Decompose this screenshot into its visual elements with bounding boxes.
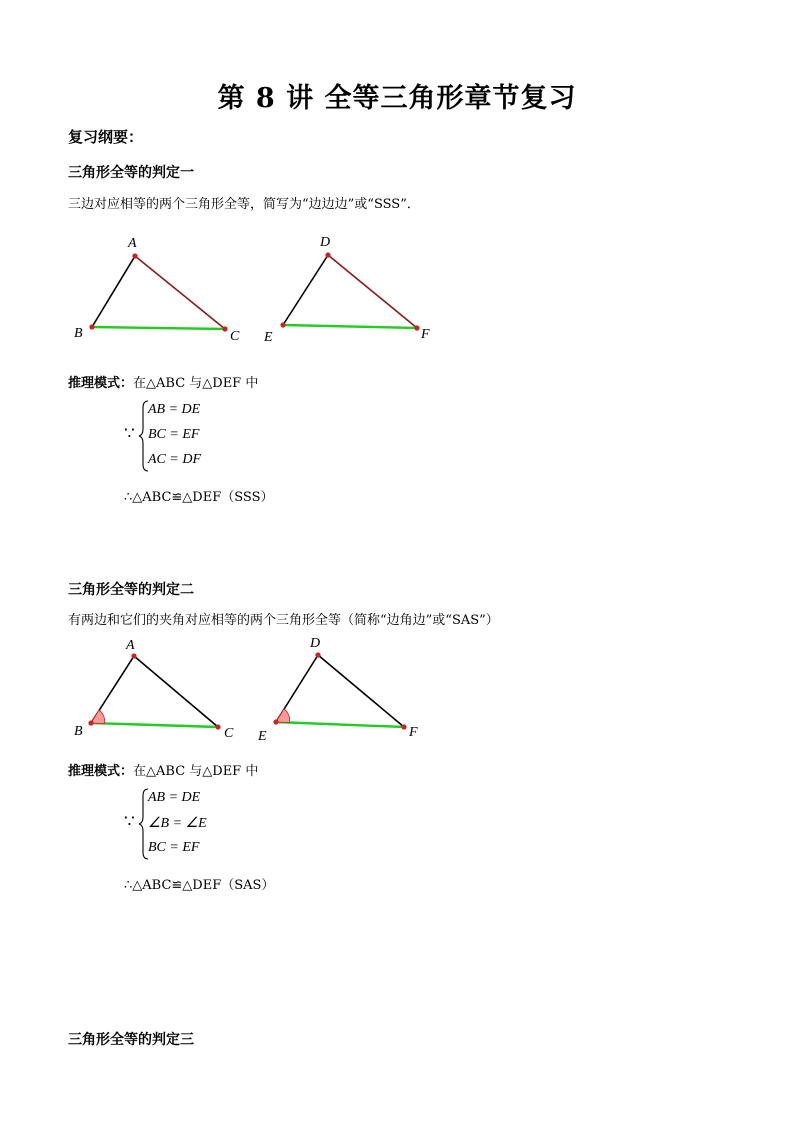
section-2-description: 有两边和它们的夹角对应相等的两个三角形全等（简称“边角边”或“SAS”） [68,613,499,628]
side-ef [276,722,404,727]
label-b: B [74,326,83,341]
condition-1: AB = DE [148,790,201,805]
pattern-label: 推理模式： [68,376,134,391]
label-b: B [74,724,83,739]
point-c [215,724,220,729]
section-1-pattern [68,372,258,391]
point-a [132,253,137,258]
label-d: D [320,235,331,250]
side-bc [92,327,225,329]
sss-figure [60,228,460,348]
section-2-heading: 三角形全等的判定二 [68,582,194,598]
label-e: E [264,330,273,345]
label-a: A [128,236,137,251]
condition-2: ∠B = ∠E [148,816,207,831]
side-ac [135,256,225,329]
label-f: F [421,327,430,342]
label-a: A [126,638,135,653]
point-e [273,719,278,724]
point-b [89,324,94,329]
side-ab [92,256,135,327]
condition-3: BC = EF [148,840,200,855]
section-3-heading: 三角形全等的判定三 [68,1032,194,1048]
page-title: 第 8 讲 全等三角形章节复习 [217,83,577,114]
condition-1: AB = DE [148,402,201,417]
sas-figure [60,630,460,748]
side-ef [283,325,417,328]
pattern-text: 在△ABC 与△DEF 中 [133,376,259,391]
section-1-conclusion: ∴△ABC≌△DEF（SSS） [124,490,274,505]
point-d [315,652,320,657]
point-e [280,322,285,327]
section-2-pattern [68,760,258,779]
label-d: D [310,636,321,651]
condition-3: AC = DF [148,452,201,467]
pattern-label: 推理模式： [68,764,134,779]
label-c: C [230,329,240,344]
since-symbol: ∵ [124,812,135,832]
point-f [414,325,419,330]
section-2-conclusion: ∴△ABC≌△DEF（SAS） [124,878,275,893]
side-df [318,655,404,727]
pattern-text: 在△ABC 与△DEF 中 [133,764,259,779]
condition-2: BC = EF [148,427,200,442]
label-e: E [258,729,267,744]
since-symbol: ∵ [124,424,135,444]
label-c: C [224,726,234,741]
section-1-description: 三边对应相等的两个三角形全等，简写为“边边边”或“SSS”． [68,197,420,212]
point-c [222,326,227,331]
point-a [131,653,136,658]
section-1-heading: 三角形全等的判定一 [68,165,194,181]
point-f [401,724,406,729]
side-df [328,255,417,328]
point-d [325,252,330,257]
outline-label: 复习纲要： [68,128,144,146]
side-de [283,255,328,325]
label-f: F [409,725,418,740]
side-bc [91,723,218,727]
point-b [88,720,93,725]
side-ac [134,656,218,727]
